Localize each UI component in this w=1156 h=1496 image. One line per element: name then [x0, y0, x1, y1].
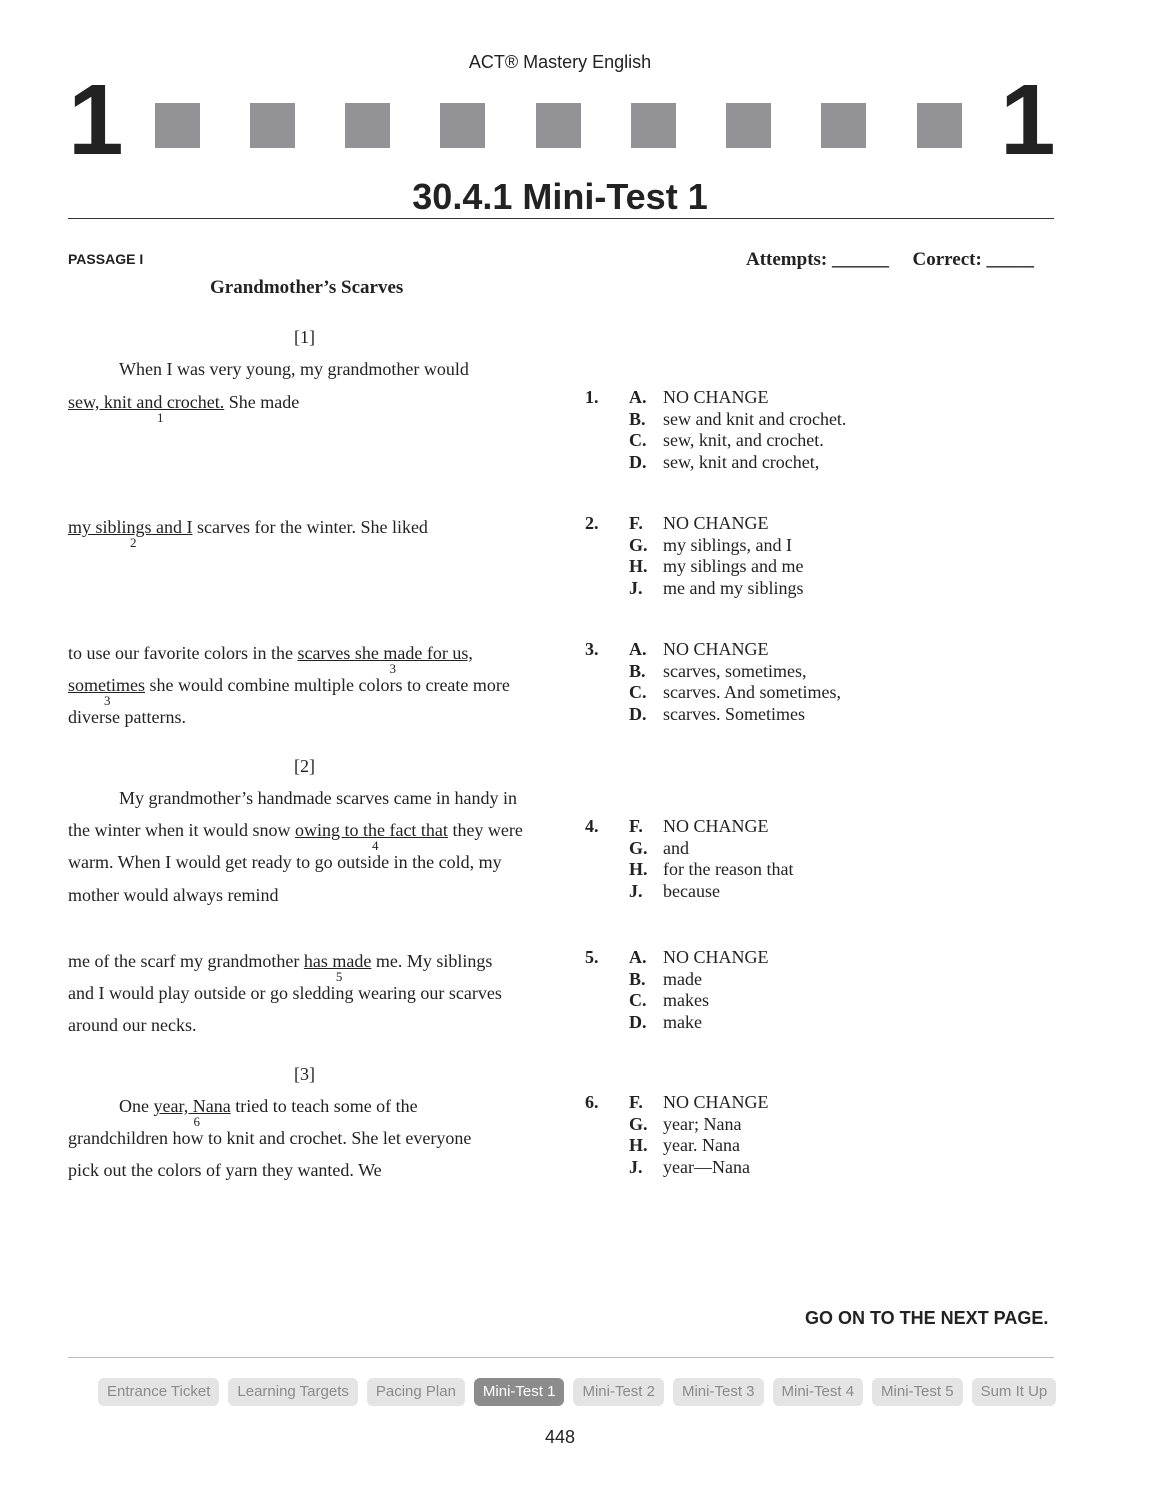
question-number: 2. [585, 513, 599, 533]
question-marker: 3 [104, 693, 111, 708]
answer-option[interactable]: G. my siblings, and I [629, 534, 792, 555]
book-title: ACT® Mastery English [468, 52, 652, 72]
section-marker-square [917, 103, 962, 148]
answer-option[interactable]: F. NO CHANGE [629, 513, 769, 533]
answer-option[interactable]: A. NO CHANGE [629, 947, 769, 967]
passage-line: grandchildren how to knit and crochet. She let everyone [68, 1128, 472, 1148]
nav-entrance-ticket[interactable]: Entrance Ticket [98, 1378, 219, 1406]
section-marker-square [345, 103, 390, 148]
question-number: 1. [585, 387, 599, 407]
question-marker: 5 [335, 969, 343, 984]
underlined-portion-1: sew, knit and crochet. 1 [68, 392, 225, 425]
question-number: 6. [585, 1092, 599, 1112]
answer-option[interactable]: D. make [629, 1011, 702, 1032]
go-next-page-notice: GO ON TO THE NEXT PAGE. [805, 1308, 1049, 1328]
paragraph-number: [2] [294, 756, 315, 776]
answer-option[interactable]: G. and [629, 837, 689, 858]
passage-line: sew, knit and crochet. 1 She made [68, 392, 300, 425]
underlined-portion-6: year, Nana 6 [153, 1096, 231, 1129]
page-title: 30.4.1 Mini-Test 1 [412, 176, 708, 217]
attempts-label: Attempts: ______ [746, 249, 890, 270]
answer-option[interactable]: J. year—Nana [629, 1156, 750, 1177]
section-marker-square [440, 103, 485, 148]
question-marker: 1 [157, 410, 164, 425]
nav-mini-test-4[interactable]: Mini-Test 4 [773, 1378, 864, 1406]
passage-title: Grandmother’s Scarves [210, 277, 404, 298]
underlined-portion-4: owing to the fact that 4 [294, 820, 448, 853]
underlined-portion-3b: sometimes 3 [68, 675, 145, 708]
score-tracker [746, 249, 1034, 271]
underlined-portion-3: scarves she made for us, 3 [297, 643, 473, 676]
section-marker-square [250, 103, 295, 148]
passage-line: pick out the colors of yarn they wanted. We [68, 1160, 382, 1180]
answer-option[interactable]: A. NO CHANGE [629, 639, 769, 659]
answer-option[interactable]: H. year. Nana [629, 1135, 740, 1155]
section-marker-square [631, 103, 676, 148]
paragraph-number: [3] [294, 1064, 315, 1084]
answer-option[interactable]: C. sew, knit, and crochet. [629, 430, 824, 450]
question-number: 3. [585, 639, 599, 659]
passage-line: me of the scarf my grandmother has made 5 me. My siblings [68, 951, 493, 984]
answer-option[interactable]: B. scarves, sometimes, [629, 660, 807, 681]
nav-mini-test-2[interactable]: Mini-Test 2 [573, 1378, 664, 1406]
passage-line: to use our favorite colors in the scarves she made for us, 3 [68, 643, 473, 676]
answer-option[interactable]: C. scarves. And sometimes, [629, 682, 841, 702]
passage-label: PASSAGE I [68, 251, 144, 267]
passage-line: warm. When I would get ready to go outside in the cold, my [68, 852, 502, 872]
correct-label: Correct: _____ [912, 249, 1035, 270]
answer-option[interactable]: J. me and my siblings [629, 577, 804, 598]
question-marker: 2 [130, 535, 137, 550]
answer-option[interactable]: J. because [629, 880, 720, 901]
section-marker-square [821, 103, 866, 148]
section-marker-square [726, 103, 771, 148]
passage-line: sometimes 3 she would combine multiple colors to create more [68, 675, 510, 708]
underlined-portion-5: has made 5 [303, 951, 372, 984]
answer-option[interactable]: H. my siblings and me [629, 556, 804, 576]
section-marker-square [536, 103, 581, 148]
section-number-right: 1 [1000, 64, 1056, 176]
question-number: 4. [585, 816, 599, 836]
answer-option[interactable]: F. NO CHANGE [629, 1092, 769, 1112]
underlined-portion-2: my siblings and I 2 [68, 517, 193, 550]
passage-line: the winter when it would snow owing to the fact that 4 they were [68, 820, 523, 853]
page-number: 448 [544, 1427, 576, 1447]
answer-option[interactable]: B. sew and knit and crochet. [629, 408, 847, 429]
section-marker-square [155, 103, 200, 148]
answer-option[interactable]: C. makes [629, 990, 709, 1010]
paragraph-number: [1] [294, 327, 315, 347]
answer-option[interactable]: H. for the reason that [629, 859, 794, 879]
answer-option[interactable]: B. made [629, 968, 702, 989]
answer-option[interactable]: G. year; Nana [629, 1113, 742, 1134]
nav-pacing-plan[interactable]: Pacing Plan [367, 1378, 465, 1406]
nav-mini-test-1[interactable]: Mini-Test 1 [474, 1378, 565, 1406]
nav-sum-it-up[interactable]: Sum It Up [972, 1378, 1057, 1406]
question-marker: 6 [193, 1114, 200, 1129]
answer-option[interactable]: F. NO CHANGE [629, 816, 769, 836]
passage-line: My grandmother’s handmade scarves came in handy in [119, 788, 518, 808]
title-divider [68, 218, 1054, 219]
answer-option[interactable]: D. scarves. Sometimes [629, 703, 805, 724]
passage-line: and I would play outside or go sledding wearing our scarves [68, 983, 502, 1003]
nav-learning-targets[interactable]: Learning Targets [228, 1378, 357, 1406]
passage-line: my siblings and I 2 scarves for the winter. She liked [68, 517, 428, 550]
answer-option[interactable]: A. NO CHANGE [629, 387, 769, 407]
question-number: 5. [585, 947, 599, 967]
question-marker: 4 [371, 838, 379, 853]
passage-line: diverse patterns. [68, 707, 186, 727]
section-nav [98, 1378, 1056, 1406]
passage-line: around our necks. [68, 1015, 197, 1035]
nav-mini-test-5[interactable]: Mini-Test 5 [872, 1378, 963, 1406]
passage-line: One year, Nana 6 tried to teach some of the [119, 1096, 418, 1129]
answer-option[interactable]: D. sew, knit and crochet, [629, 451, 820, 472]
passage-line: When I was very young, my grandmother would [119, 359, 469, 379]
footer-divider [68, 1357, 1054, 1358]
nav-mini-test-3[interactable]: Mini-Test 3 [673, 1378, 764, 1406]
question-marker: 3 [389, 661, 396, 676]
section-number-left: 1 [68, 64, 124, 176]
passage-line: mother would always remind [68, 885, 279, 905]
